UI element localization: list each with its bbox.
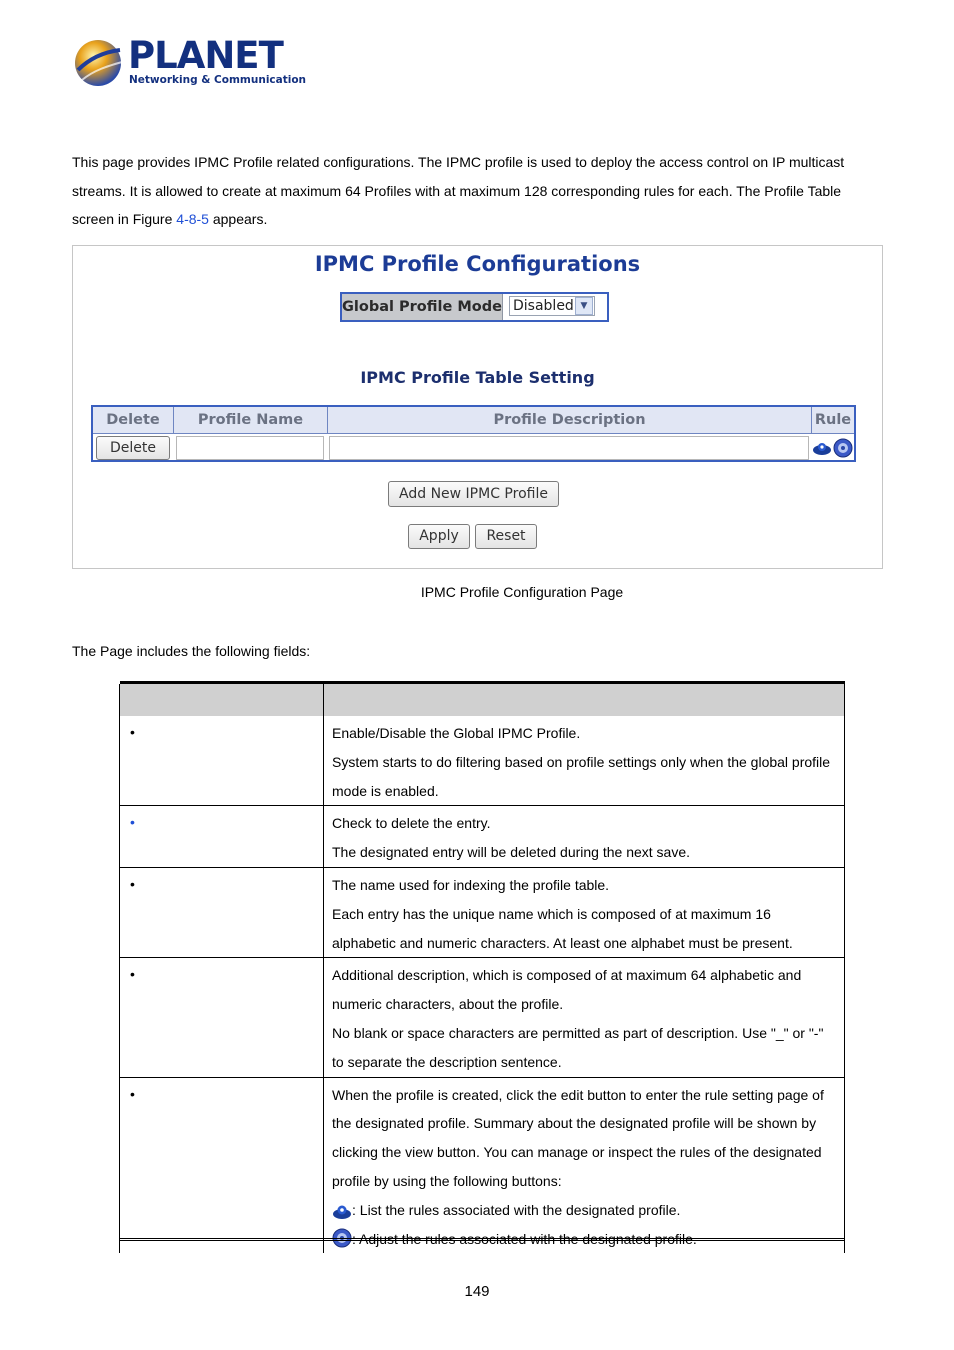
reset-button[interactable]: Reset: [475, 524, 537, 549]
row-delete-button[interactable]: Delete: [96, 436, 170, 460]
table-row: [93, 434, 854, 461]
desc-line: No blank or space characters are permitted as part of description. Use "_" or "-" to separate the description sentence.: [332, 1024, 824, 1070]
add-new-profile-button[interactable]: Add New IPMC Profile: [388, 481, 559, 507]
table-row: [120, 958, 845, 1077]
bullet: •: [130, 814, 135, 831]
view-icon[interactable]: [812, 441, 832, 455]
table-row: [120, 806, 845, 868]
global-profile-mode-label: Global Profile Mode: [342, 294, 503, 320]
table-bottom-rule: [119, 1238, 845, 1241]
figure-link[interactable]: 4-8-5: [176, 211, 209, 227]
profile-name-input[interactable]: [176, 436, 324, 460]
bullet: •: [130, 1085, 135, 1102]
fields-table: [119, 681, 845, 1253]
global-profile-mode-value: Disabled: [513, 298, 574, 314]
intro-text-end: appears.: [208, 211, 268, 227]
chevron-down-icon[interactable]: ▼: [575, 297, 593, 315]
edit-note-text: : Adjust the rules associated with the designated profile.: [352, 1230, 697, 1247]
globe-icon: [72, 36, 124, 88]
profile-table-header: [93, 407, 854, 434]
view-note-text: : List the rules associated with the designated profile.: [352, 1201, 681, 1218]
header-object: [120, 684, 324, 716]
bullet: •: [130, 724, 135, 740]
bullet: •: [130, 875, 135, 892]
desc-line: Check to delete the entry.: [332, 815, 491, 832]
brand-name: PLANET: [128, 34, 283, 77]
desc-line: The designated entry will be deleted during the next save.: [332, 844, 691, 861]
apply-button[interactable]: Apply: [408, 524, 470, 549]
edit-icon[interactable]: [833, 438, 853, 458]
desc-line: When the profile is created, click the edit button to enter the rule setting page of the designated profile. Summary about the designated profile will be shown by clicking the view button. You can manage or inspect the rules of the designated profile by using the following buttons:: [332, 1086, 824, 1189]
global-profile-mode: [340, 292, 609, 322]
intro-text: This page provides IPMC Profile related configurations. The IPMC profile is used to deploy the access control on IP multicast streams. It is allowed to create at maximum 64 Profiles with at maximum 128 corresponding rules for each. The Profile Table screen in Figure: [72, 154, 845, 227]
desc-line: Each entry has the unique name which is composed of at maximum 16 alphabetic and numeric characters. At least one alphabet must be present.: [332, 905, 793, 951]
table-row: [120, 867, 845, 957]
brand-tagline: Networking & Communication: [129, 74, 307, 86]
figure-caption: IPMC Profile Configuration Page: [420, 584, 624, 600]
global-profile-mode-select[interactable]: [509, 296, 595, 316]
header-description: [324, 684, 845, 716]
fields-intro: The Page includes the following fields:: [72, 643, 311, 659]
col-profile-description: Profile Description: [328, 407, 812, 433]
profile-description-input[interactable]: [329, 436, 809, 460]
desc-line: Additional description, which is composed of at maximum 64 alphabetic and numeric characters, about the profile.: [332, 967, 802, 1013]
intro-paragraph: [72, 148, 882, 234]
fields-table-header: [120, 684, 845, 716]
col-rule: Rule: [812, 407, 854, 433]
bullet: •: [130, 966, 135, 983]
config-screenshot: [72, 245, 883, 569]
col-profile-name: Profile Name: [174, 407, 328, 433]
view-icon: [332, 1204, 352, 1219]
table-row: [120, 716, 845, 806]
desc-line: Enable/Disable the Global IPMC Profile.: [332, 725, 581, 741]
view-note: [332, 1196, 836, 1225]
desc-line: The name used for indexing the profile table.: [332, 876, 610, 893]
page-number: 149: [464, 1283, 490, 1300]
config-title: IPMC Profile Configurations: [314, 252, 641, 276]
planet-logo: [72, 34, 307, 92]
profile-table: [91, 405, 856, 462]
table-row: [120, 1077, 845, 1253]
desc-line: System starts to do filtering based on profile settings only when the global profile mode is enabled.: [332, 753, 831, 799]
profile-table-title: IPMC Profile Table Setting: [360, 368, 595, 387]
col-delete: Delete: [93, 407, 174, 433]
